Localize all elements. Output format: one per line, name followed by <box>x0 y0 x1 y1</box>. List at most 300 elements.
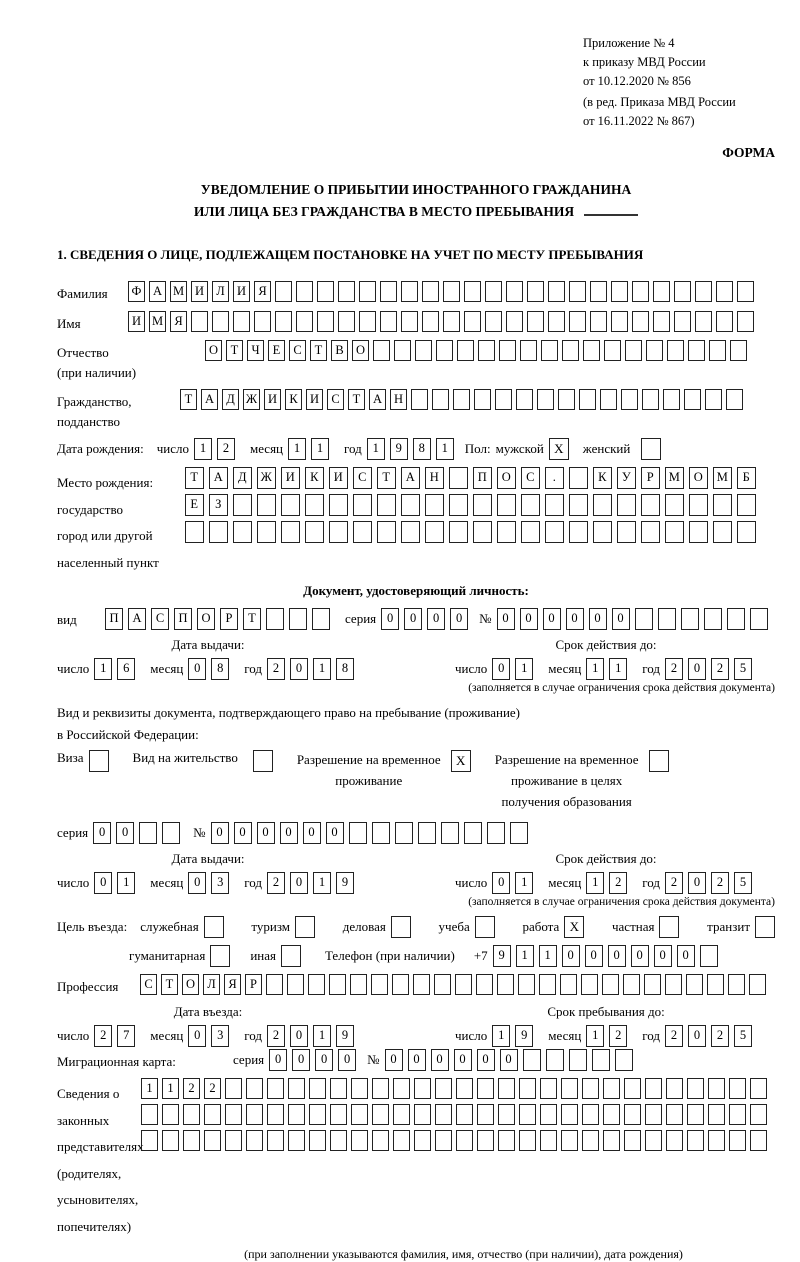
char-box[interactable] <box>603 1104 620 1125</box>
char-box[interactable]: Т <box>226 340 243 361</box>
char-box[interactable] <box>473 494 492 516</box>
char-box[interactable]: Т <box>180 389 197 410</box>
char-box[interactable] <box>750 1078 767 1099</box>
char-box[interactable] <box>687 1130 704 1151</box>
char-box[interactable] <box>401 521 420 543</box>
char-box[interactable] <box>519 1104 536 1125</box>
char-box[interactable] <box>317 281 334 302</box>
char-box[interactable]: 1 <box>313 1025 331 1047</box>
char-box[interactable]: З <box>209 494 228 516</box>
char-box[interactable] <box>604 340 621 361</box>
char-box[interactable] <box>185 521 204 543</box>
char-box[interactable] <box>183 1104 200 1125</box>
char-box[interactable]: 1 <box>162 1078 179 1099</box>
char-box[interactable] <box>674 311 691 332</box>
char-box[interactable] <box>432 389 449 410</box>
char-box[interactable]: 0 <box>269 1049 287 1071</box>
char-box[interactable]: 5 <box>734 1025 752 1047</box>
char-box[interactable]: 2 <box>665 1025 683 1047</box>
char-box[interactable]: Ж <box>243 389 260 410</box>
char-box[interactable]: 2 <box>711 1025 729 1047</box>
char-box[interactable]: М <box>170 281 187 302</box>
char-box[interactable]: 2 <box>609 872 627 894</box>
char-box[interactable]: 0 <box>677 945 695 967</box>
char-box[interactable] <box>520 340 537 361</box>
char-box[interactable] <box>615 1049 633 1071</box>
char-box[interactable]: Е <box>268 340 285 361</box>
char-box[interactable] <box>478 340 495 361</box>
char-box[interactable] <box>464 281 481 302</box>
char-box[interactable] <box>162 822 180 844</box>
char-box[interactable] <box>548 281 565 302</box>
char-box[interactable] <box>602 974 619 995</box>
char-box[interactable] <box>372 1130 389 1151</box>
char-box[interactable] <box>545 494 564 516</box>
purpose-work-checkbox[interactable]: X <box>564 916 584 938</box>
char-box[interactable]: 9 <box>390 438 408 460</box>
char-box[interactable]: 9 <box>493 945 511 967</box>
char-box[interactable]: 0 <box>385 1049 403 1071</box>
char-box[interactable]: И <box>264 389 281 410</box>
char-box[interactable] <box>506 311 523 332</box>
residence-permit-checkbox[interactable] <box>253 750 273 772</box>
char-box[interactable] <box>393 1104 410 1125</box>
char-box[interactable] <box>695 311 712 332</box>
char-box[interactable]: Р <box>245 974 262 995</box>
char-box[interactable]: С <box>521 467 540 489</box>
char-box[interactable] <box>330 1130 347 1151</box>
char-box[interactable]: 0 <box>654 945 672 967</box>
char-box[interactable] <box>225 1130 242 1151</box>
char-box[interactable]: О <box>182 974 199 995</box>
char-box[interactable]: 2 <box>94 1025 112 1047</box>
char-box[interactable] <box>411 389 428 410</box>
char-box[interactable] <box>257 521 276 543</box>
char-box[interactable] <box>246 1104 263 1125</box>
char-box[interactable] <box>434 974 451 995</box>
char-box[interactable] <box>351 1130 368 1151</box>
char-box[interactable] <box>582 1078 599 1099</box>
char-box[interactable] <box>663 389 680 410</box>
char-box[interactable]: С <box>140 974 157 995</box>
char-box[interactable]: 0 <box>188 1025 206 1047</box>
char-box[interactable]: О <box>205 340 222 361</box>
char-box[interactable] <box>377 494 396 516</box>
char-box[interactable] <box>707 974 724 995</box>
char-box[interactable] <box>436 340 453 361</box>
char-box[interactable] <box>401 311 418 332</box>
char-box[interactable] <box>351 1078 368 1099</box>
char-box[interactable] <box>561 1078 578 1099</box>
char-box[interactable] <box>422 311 439 332</box>
purpose-official-checkbox[interactable] <box>204 916 224 938</box>
char-box[interactable] <box>713 521 732 543</box>
char-box[interactable] <box>716 311 733 332</box>
char-box[interactable] <box>666 1104 683 1125</box>
char-box[interactable] <box>646 340 663 361</box>
char-box[interactable] <box>689 494 708 516</box>
char-box[interactable]: 0 <box>566 608 584 630</box>
char-box[interactable]: 0 <box>497 608 515 630</box>
char-box[interactable]: 1 <box>313 872 331 894</box>
char-box[interactable] <box>305 494 324 516</box>
char-box[interactable] <box>329 521 348 543</box>
char-box[interactable] <box>750 608 768 630</box>
char-box[interactable]: 2 <box>267 658 285 680</box>
char-box[interactable] <box>393 1130 410 1151</box>
char-box[interactable] <box>497 521 516 543</box>
char-box[interactable]: О <box>197 608 215 630</box>
char-box[interactable] <box>593 494 612 516</box>
char-box[interactable] <box>729 1078 746 1099</box>
char-box[interactable] <box>266 608 284 630</box>
char-box[interactable] <box>477 1104 494 1125</box>
char-box[interactable] <box>645 1104 662 1125</box>
char-box[interactable] <box>523 1049 541 1071</box>
visa-checkbox[interactable] <box>89 750 109 772</box>
char-box[interactable] <box>521 494 540 516</box>
char-box[interactable] <box>312 608 330 630</box>
char-box[interactable]: К <box>305 467 324 489</box>
char-box[interactable]: 2 <box>267 1025 285 1047</box>
char-box[interactable]: 0 <box>688 1025 706 1047</box>
char-box[interactable] <box>415 340 432 361</box>
char-box[interactable]: О <box>689 467 708 489</box>
char-box[interactable] <box>495 389 512 410</box>
char-box[interactable] <box>708 1130 725 1151</box>
char-box[interactable]: 0 <box>326 822 344 844</box>
char-box[interactable] <box>583 340 600 361</box>
char-box[interactable] <box>686 974 703 995</box>
char-box[interactable]: С <box>289 340 306 361</box>
char-box[interactable] <box>443 281 460 302</box>
char-box[interactable] <box>288 1130 305 1151</box>
char-box[interactable] <box>281 521 300 543</box>
char-box[interactable] <box>477 1078 494 1099</box>
char-box[interactable]: А <box>369 389 386 410</box>
char-box[interactable] <box>288 1078 305 1099</box>
char-box[interactable]: И <box>191 281 208 302</box>
char-box[interactable] <box>498 1130 515 1151</box>
char-box[interactable]: Т <box>185 467 204 489</box>
char-box[interactable] <box>665 974 682 995</box>
char-box[interactable]: 0 <box>381 608 399 630</box>
char-box[interactable]: 9 <box>336 872 354 894</box>
char-box[interactable] <box>708 1078 725 1099</box>
char-box[interactable]: 0 <box>188 872 206 894</box>
char-box[interactable] <box>582 1104 599 1125</box>
char-box[interactable]: А <box>201 389 218 410</box>
char-box[interactable] <box>359 311 376 332</box>
char-box[interactable]: 0 <box>404 608 422 630</box>
char-box[interactable]: 2 <box>665 872 683 894</box>
char-box[interactable] <box>727 608 745 630</box>
char-box[interactable] <box>425 494 444 516</box>
char-box[interactable]: Т <box>377 467 396 489</box>
char-box[interactable]: 3 <box>211 1025 229 1047</box>
char-box[interactable]: . <box>545 467 564 489</box>
temp-residence-edu-checkbox[interactable] <box>649 750 669 772</box>
char-box[interactable] <box>414 1130 431 1151</box>
char-box[interactable] <box>653 311 670 332</box>
char-box[interactable] <box>569 521 588 543</box>
char-box[interactable] <box>353 521 372 543</box>
char-box[interactable] <box>413 974 430 995</box>
char-box[interactable]: 0 <box>93 822 111 844</box>
char-box[interactable] <box>209 521 228 543</box>
char-box[interactable]: 9 <box>515 1025 533 1047</box>
char-box[interactable] <box>485 311 502 332</box>
char-box[interactable]: Я <box>254 281 271 302</box>
char-box[interactable] <box>287 974 304 995</box>
char-box[interactable]: В <box>331 340 348 361</box>
char-box[interactable]: П <box>174 608 192 630</box>
char-box[interactable] <box>729 1104 746 1125</box>
char-box[interactable] <box>233 311 250 332</box>
char-box[interactable] <box>569 311 586 332</box>
char-box[interactable]: 2 <box>204 1078 221 1099</box>
char-box[interactable] <box>393 1078 410 1099</box>
char-box[interactable] <box>191 311 208 332</box>
char-box[interactable]: Т <box>310 340 327 361</box>
char-box[interactable]: 1 <box>311 438 329 460</box>
char-box[interactable]: А <box>209 467 228 489</box>
char-box[interactable]: 2 <box>711 872 729 894</box>
char-box[interactable] <box>394 340 411 361</box>
char-box[interactable]: 2 <box>267 872 285 894</box>
char-box[interactable]: И <box>281 467 300 489</box>
char-box[interactable]: 1 <box>515 658 533 680</box>
char-box[interactable] <box>225 1104 242 1125</box>
char-box[interactable]: Р <box>641 467 660 489</box>
char-box[interactable] <box>435 1104 452 1125</box>
char-box[interactable] <box>350 974 367 995</box>
char-box[interactable] <box>288 1104 305 1125</box>
char-box[interactable] <box>737 521 756 543</box>
char-box[interactable] <box>435 1130 452 1151</box>
char-box[interactable] <box>457 340 474 361</box>
char-box[interactable]: К <box>285 389 302 410</box>
char-box[interactable] <box>395 822 413 844</box>
char-box[interactable] <box>705 389 722 410</box>
char-box[interactable]: 0 <box>520 608 538 630</box>
char-box[interactable]: У <box>617 467 636 489</box>
char-box[interactable]: 1 <box>367 438 385 460</box>
char-box[interactable]: П <box>473 467 492 489</box>
char-box[interactable] <box>204 1104 221 1125</box>
char-box[interactable] <box>349 822 367 844</box>
char-box[interactable] <box>521 521 540 543</box>
char-box[interactable]: 0 <box>608 945 626 967</box>
char-box[interactable] <box>487 822 505 844</box>
char-box[interactable]: Л <box>212 281 229 302</box>
purpose-private-checkbox[interactable] <box>659 916 679 938</box>
char-box[interactable]: 1 <box>586 658 604 680</box>
char-box[interactable]: Д <box>233 467 252 489</box>
char-box[interactable] <box>737 311 754 332</box>
char-box[interactable]: 2 <box>183 1078 200 1099</box>
char-box[interactable] <box>257 494 276 516</box>
char-box[interactable] <box>305 521 324 543</box>
char-box[interactable] <box>443 311 460 332</box>
char-box[interactable] <box>317 311 334 332</box>
char-box[interactable] <box>441 822 459 844</box>
char-box[interactable] <box>414 1078 431 1099</box>
char-box[interactable] <box>665 494 684 516</box>
char-box[interactable] <box>372 1104 389 1125</box>
char-box[interactable] <box>527 281 544 302</box>
char-box[interactable]: 0 <box>500 1049 518 1071</box>
char-box[interactable]: А <box>128 608 146 630</box>
char-box[interactable]: 1 <box>436 438 454 460</box>
char-box[interactable] <box>359 281 376 302</box>
char-box[interactable] <box>296 311 313 332</box>
char-box[interactable] <box>498 1078 515 1099</box>
char-box[interactable]: 0 <box>211 822 229 844</box>
char-box[interactable]: Ж <box>257 467 276 489</box>
char-box[interactable]: 0 <box>408 1049 426 1071</box>
temp-residence-checkbox[interactable]: X <box>451 750 471 772</box>
char-box[interactable]: 0 <box>338 1049 356 1071</box>
char-box[interactable] <box>704 608 722 630</box>
char-box[interactable]: 0 <box>257 822 275 844</box>
char-box[interactable] <box>688 340 705 361</box>
char-box[interactable]: 1 <box>516 945 534 967</box>
purpose-study-checkbox[interactable] <box>475 916 495 938</box>
char-box[interactable] <box>418 822 436 844</box>
char-box[interactable]: Н <box>425 467 444 489</box>
char-box[interactable]: 0 <box>116 822 134 844</box>
char-box[interactable] <box>611 281 628 302</box>
char-box[interactable]: 2 <box>711 658 729 680</box>
char-box[interactable] <box>625 340 642 361</box>
char-box[interactable]: 0 <box>454 1049 472 1071</box>
char-box[interactable]: Я <box>224 974 241 995</box>
char-box[interactable]: И <box>306 389 323 410</box>
char-box[interactable]: 0 <box>315 1049 333 1071</box>
char-box[interactable] <box>373 340 390 361</box>
char-box[interactable]: С <box>151 608 169 630</box>
char-box[interactable]: 1 <box>117 872 135 894</box>
char-box[interactable] <box>540 1104 557 1125</box>
char-box[interactable] <box>603 1078 620 1099</box>
char-box[interactable]: Н <box>390 389 407 410</box>
char-box[interactable] <box>497 974 514 995</box>
char-box[interactable] <box>730 340 747 361</box>
char-box[interactable]: 0 <box>612 608 630 630</box>
char-box[interactable]: 0 <box>431 1049 449 1071</box>
char-box[interactable]: К <box>593 467 612 489</box>
char-box[interactable] <box>497 494 516 516</box>
char-box[interactable]: П <box>105 608 123 630</box>
char-box[interactable] <box>499 340 516 361</box>
char-box[interactable] <box>456 1104 473 1125</box>
char-box[interactable] <box>592 1049 610 1071</box>
char-box[interactable]: 0 <box>427 608 445 630</box>
char-box[interactable]: О <box>352 340 369 361</box>
char-box[interactable] <box>510 822 528 844</box>
char-box[interactable]: 5 <box>734 658 752 680</box>
char-box[interactable]: А <box>149 281 166 302</box>
char-box[interactable] <box>700 945 718 967</box>
char-box[interactable] <box>456 1130 473 1151</box>
char-box[interactable] <box>309 1078 326 1099</box>
char-box[interactable] <box>611 311 628 332</box>
char-box[interactable]: 1 <box>94 658 112 680</box>
char-box[interactable] <box>561 1104 578 1125</box>
purpose-business-checkbox[interactable] <box>391 916 411 938</box>
char-box[interactable]: 0 <box>290 1025 308 1047</box>
char-box[interactable] <box>658 608 676 630</box>
char-box[interactable] <box>414 1104 431 1125</box>
char-box[interactable] <box>267 1078 284 1099</box>
char-box[interactable] <box>162 1104 179 1125</box>
char-box[interactable]: О <box>497 467 516 489</box>
char-box[interactable] <box>246 1078 263 1099</box>
char-box[interactable]: 0 <box>688 658 706 680</box>
purpose-humanitarian-checkbox[interactable] <box>210 945 230 967</box>
char-box[interactable] <box>353 494 372 516</box>
char-box[interactable] <box>674 281 691 302</box>
char-box[interactable] <box>645 1078 662 1099</box>
char-box[interactable]: Я <box>170 311 187 332</box>
char-box[interactable] <box>708 1104 725 1125</box>
char-box[interactable] <box>289 608 307 630</box>
char-box[interactable] <box>338 311 355 332</box>
char-box[interactable] <box>351 1104 368 1125</box>
char-box[interactable] <box>687 1078 704 1099</box>
char-box[interactable] <box>624 1104 641 1125</box>
char-box[interactable] <box>455 974 472 995</box>
char-box[interactable] <box>233 494 252 516</box>
char-box[interactable] <box>422 281 439 302</box>
char-box[interactable] <box>254 311 271 332</box>
char-box[interactable] <box>464 822 482 844</box>
char-box[interactable] <box>593 521 612 543</box>
char-box[interactable] <box>569 1049 587 1071</box>
char-box[interactable] <box>527 311 544 332</box>
char-box[interactable] <box>225 1078 242 1099</box>
char-box[interactable]: 0 <box>94 872 112 894</box>
char-box[interactable] <box>330 1104 347 1125</box>
char-box[interactable] <box>453 389 470 410</box>
char-box[interactable] <box>695 281 712 302</box>
char-box[interactable] <box>561 1130 578 1151</box>
char-box[interactable]: М <box>665 467 684 489</box>
char-box[interactable] <box>545 521 564 543</box>
char-box[interactable]: С <box>353 467 372 489</box>
char-box[interactable] <box>537 389 554 410</box>
char-box[interactable]: 2 <box>665 658 683 680</box>
char-box[interactable] <box>641 521 660 543</box>
char-box[interactable] <box>377 521 396 543</box>
char-box[interactable]: 6 <box>117 658 135 680</box>
char-box[interactable]: 0 <box>492 872 510 894</box>
char-box[interactable] <box>477 1130 494 1151</box>
purpose-tourism-checkbox[interactable] <box>295 916 315 938</box>
char-box[interactable]: 0 <box>290 658 308 680</box>
char-box[interactable] <box>569 281 586 302</box>
char-box[interactable] <box>737 494 756 516</box>
char-box[interactable] <box>435 1078 452 1099</box>
char-box[interactable] <box>579 389 596 410</box>
char-box[interactable]: 0 <box>543 608 561 630</box>
char-box[interactable] <box>456 1078 473 1099</box>
char-box[interactable] <box>737 281 754 302</box>
char-box[interactable] <box>653 281 670 302</box>
char-box[interactable] <box>726 389 743 410</box>
char-box[interactable] <box>569 467 588 489</box>
